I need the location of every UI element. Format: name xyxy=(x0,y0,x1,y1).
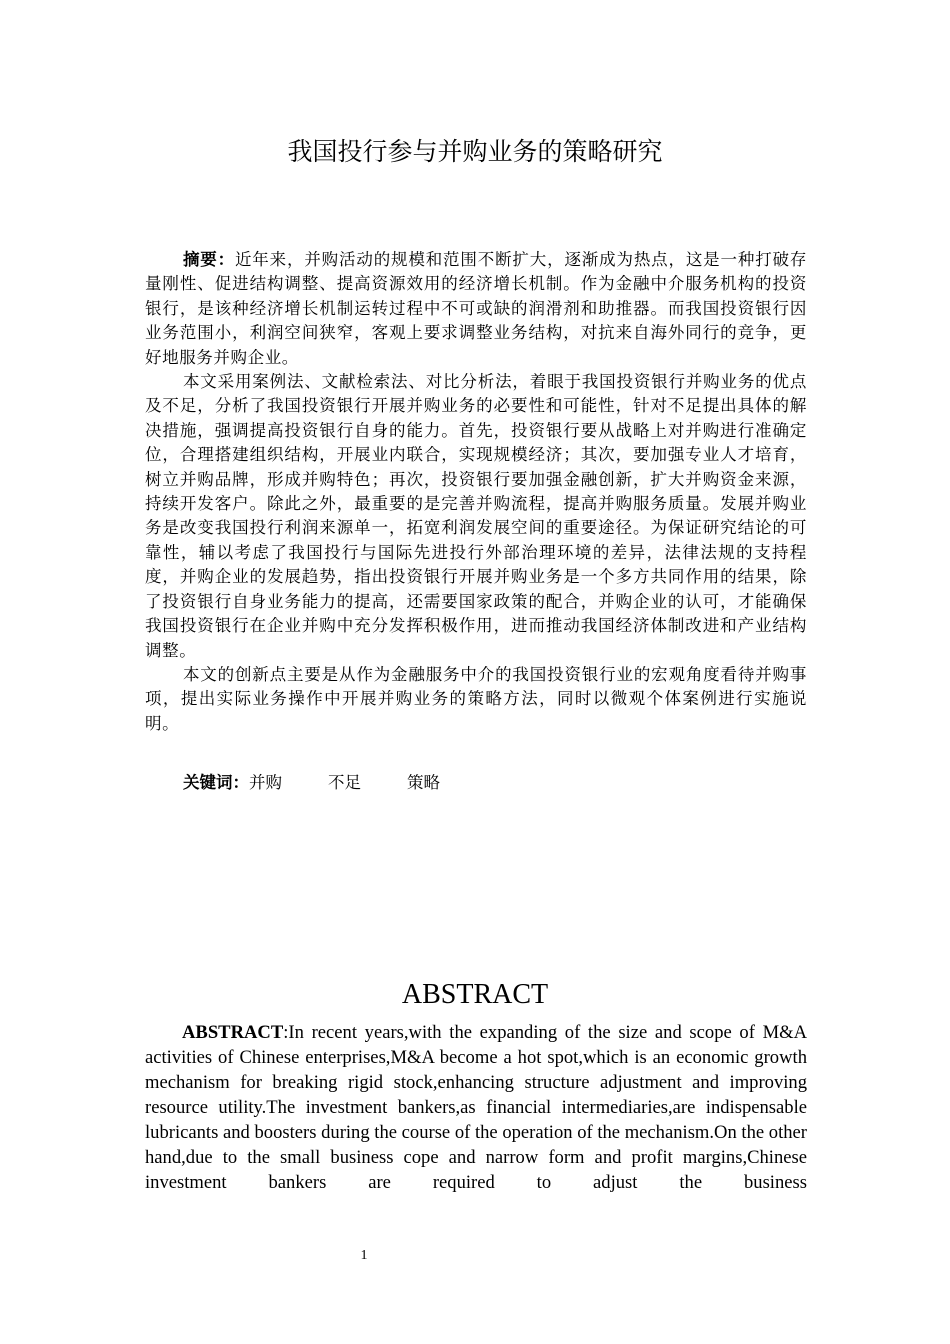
keyword-item: 不足 xyxy=(328,773,361,792)
abstract-paragraph-1 xyxy=(145,248,807,370)
keywords-line xyxy=(145,771,486,795)
english-abstract-text: :In recent years,with the expanding of the size and scope of M&A activities of Chinese enterprises,M&A become a hot spot,which is an economic growth mechanism for breaking rigid stock,enhancing structure adjustment and improving resource utility.The investment bankers,as financial intermediaries,are indispensable lubricants and boosters during the course of the operation of the mechanism.On the other hand,due to the small business cope and narrow form and profit margins,Chinese investment bankers are required to adjust the business xyxy=(145,1022,807,1193)
keywords-label: 关键词： xyxy=(183,773,249,792)
chinese-abstract xyxy=(145,248,807,736)
keyword-item: 策略 xyxy=(407,773,440,792)
keyword-item: 并购 xyxy=(249,773,282,792)
chinese-title: 我国投行参与并购业务的策略研究 xyxy=(287,137,663,166)
english-title: ABSTRACT xyxy=(401,979,549,1010)
english-abstract-label: ABSTRACT xyxy=(182,1022,284,1043)
abstract-paragraph-2: 本文采用案例法、文献检索法、对比分析法，着眼于我国投资银行并购业务的优点及不足，分析了我国投资银行开展并购业务的必要性和可能性，针对不足提出具体的解决措施，强调提高投资银行自身的能力。首先，投资银行要从战略上对并购进行准确定位，合理搭建组织结构，开展业内联合，实现规模经济；其次，要加强专业人才培育，树立并购品牌，形成并购特色；再次，投资银行要加强金融创新，扩大并购资金来源，持续开发客户。除此之外，最重要的是完善并购流程，提高并购服务质量。发展并购业务是改变我国投行利润来源单一，拓宽利润发展空间的重要途径。为保证研究结论的可靠性，辅以考虑了我国投行与国际先进投行外部治理环境的差异，法律法规的支持程度，并购企业的发展趋势，指出投资银行开展并购业务是一个多方共同作用的结果，除了投资银行自身业务能力的提高，还需要国家政策的配合，并购企业的认可，才能确保我国投资银行在企业并购中充分发挥积极作用，进而推动我国经济体制改进和产业结构调整。 xyxy=(145,372,807,660)
abstract-label: 摘要： xyxy=(182,250,235,269)
abstract-paragraph-3: 本文的创新点主要是从作为金融服务中介的我国投资银行业的宏观角度看待并购事项，提出实际业务操作中开展并购业务的策略方法，同时以微观个体案例进行实施说明。 xyxy=(145,664,807,733)
english-abstract xyxy=(145,1020,807,1195)
page-number: 1 xyxy=(360,1248,368,1263)
abstract-text-1: 近年来，并购活动的规模和范围不断扩大，逐渐成为热点，这是一种打破存量刚性、促进结构调整、提高资源效用的经济增长机制。作为金融中介服务机构的投资银行，是该种经济增长机制运转过程中不可或缺的润滑剂和助推器。而我国投资银行因业务范围小，利润空间狭窄，客观上要求调整业务结构，对抗来自海外同行的竞争，更好地服务并购企业。 xyxy=(145,250,807,367)
